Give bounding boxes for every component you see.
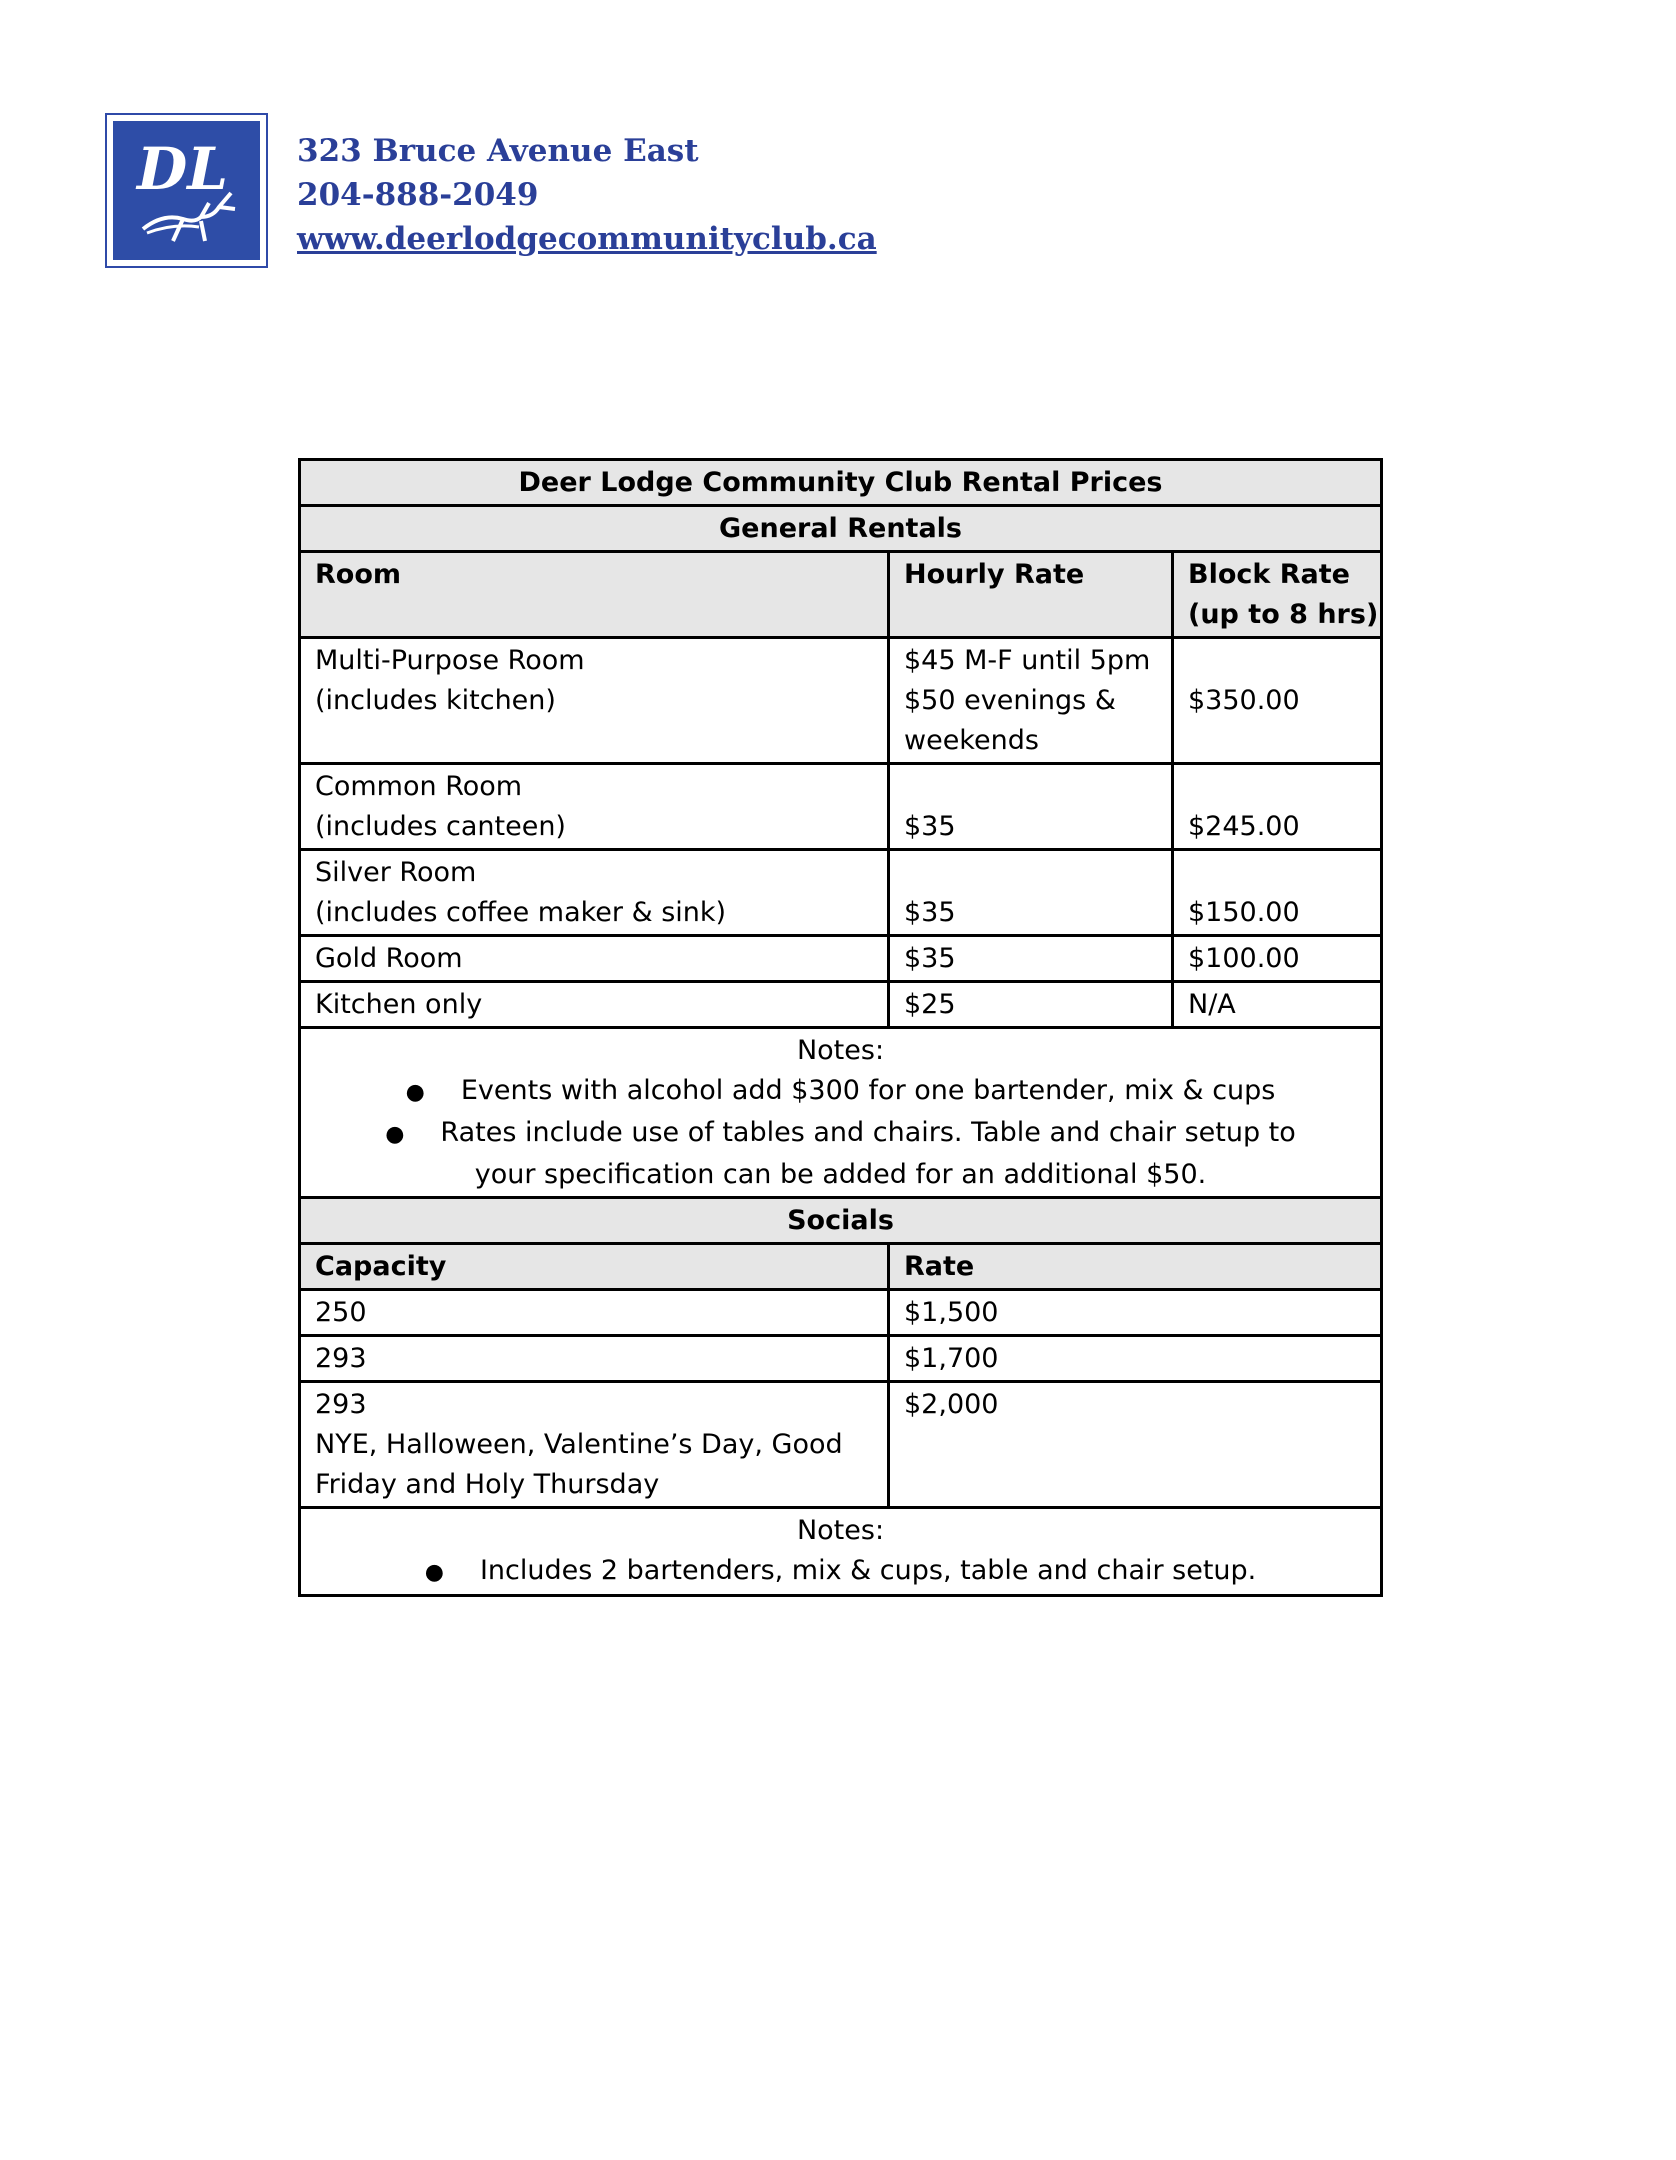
notes-label: Notes:: [796, 1035, 885, 1066]
col-block-rate: Block Rate (up to 8 hrs): [1173, 552, 1382, 638]
table-row: [300, 1382, 1382, 1508]
capacity-cell: 293 NYE, Halloween, Valentine’s Day, Good Friday and Holy Thursday: [300, 1382, 889, 1508]
table-row: [300, 982, 1382, 1028]
col-hourly-rate: Hourly Rate: [889, 552, 1173, 638]
list-item: ● Includes 2 bartenders, mix & cups, table and chair setup.: [301, 1551, 1380, 1593]
table-row: [300, 936, 1382, 982]
general-header-row: [300, 552, 1382, 638]
bullet-icon: ●: [385, 1122, 405, 1147]
block-cell: $150.00: [1173, 850, 1382, 936]
room-cell: Common Room (includes canteen): [300, 764, 889, 850]
capacity-cell: 293: [300, 1336, 889, 1382]
club-logo: [105, 113, 268, 268]
block-cell: $100.00: [1173, 936, 1382, 982]
list-item: ● Rates include use of tables and chairs. Table and chair setup to your specification can be added for an additional $50.: [385, 1117, 1296, 1190]
hourly-cell: $35: [889, 850, 1173, 936]
list-item: ● Events with alcohol add $300 for one bartender, mix & cups: [301, 1071, 1380, 1113]
room-cell: Gold Room: [300, 936, 889, 982]
col-capacity: Capacity: [300, 1244, 889, 1290]
block-cell: N/A: [1173, 982, 1382, 1028]
rate-cell: $1,700: [889, 1336, 1382, 1382]
block-cell: $245.00: [1173, 764, 1382, 850]
col-rate: Rate: [889, 1244, 1382, 1290]
hourly-cell: $35: [889, 764, 1173, 850]
hourly-cell: $25: [889, 982, 1173, 1028]
deer-logo-icon: [113, 121, 260, 260]
general-rentals-heading: General Rentals: [300, 506, 1382, 552]
table-row: [300, 638, 1382, 764]
contact-block: [297, 129, 877, 261]
hourly-cell: $45 M-F until 5pm $50 evenings & weekends: [889, 638, 1173, 764]
socials-header-row: [300, 1244, 1382, 1290]
table-row: [300, 764, 1382, 850]
bullet-icon: ●: [424, 1560, 444, 1585]
room-cell: Kitchen only: [300, 982, 889, 1028]
hourly-cell: $35: [889, 936, 1173, 982]
rate-cell: $1,500: [889, 1290, 1382, 1336]
logo-text: DL: [137, 135, 229, 203]
table-row: [300, 850, 1382, 936]
table-title: Deer Lodge Community Club Rental Prices: [300, 460, 1382, 506]
room-cell: Silver Room (includes coffee maker & sink): [300, 850, 889, 936]
website-link[interactable]: www.deerlodgecommunityclub.ca: [297, 221, 877, 257]
rate-cell: $2,000: [889, 1382, 1382, 1508]
socials-notes: [300, 1508, 1382, 1596]
col-room: Room: [300, 552, 889, 638]
phone: 204-888-2049: [297, 177, 539, 213]
rental-prices-table: [298, 458, 1383, 1597]
address: 323 Bruce Avenue East: [297, 133, 699, 169]
block-cell: $350.00: [1173, 638, 1382, 764]
general-notes: [300, 1028, 1382, 1198]
bullet-icon: ●: [405, 1080, 425, 1105]
capacity-cell: 250: [300, 1290, 889, 1336]
room-cell: Multi-Purpose Room (includes kitchen): [300, 638, 889, 764]
socials-heading: Socials: [300, 1198, 1382, 1244]
notes-label: Notes:: [796, 1515, 885, 1546]
table-row: [300, 1336, 1382, 1382]
table-row: [300, 1290, 1382, 1336]
